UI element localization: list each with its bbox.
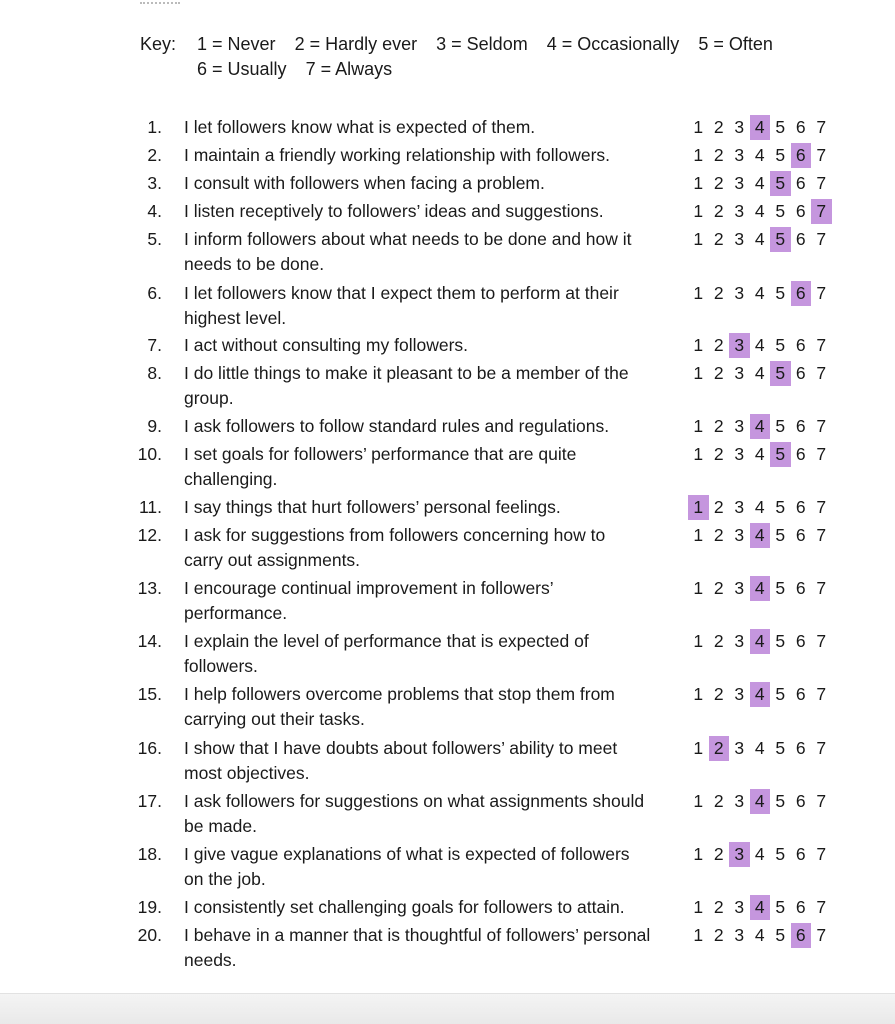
- rating-option-selected[interactable]: 4: [750, 629, 771, 654]
- rating-option[interactable]: 3: [734, 444, 745, 464]
- rating-option[interactable]: 4: [754, 201, 765, 221]
- item-number: 5.: [147, 229, 162, 249]
- rating-option[interactable]: 5: [775, 335, 786, 355]
- item-statement-line: I explain the level of performance that is expected of: [184, 631, 589, 651]
- item-statement: [184, 789, 670, 839]
- rating-option[interactable]: 2: [713, 578, 724, 598]
- rating-option[interactable]: 2: [713, 791, 724, 811]
- rating-option[interactable]: 3: [734, 791, 745, 811]
- rating-option[interactable]: 6: [795, 525, 806, 545]
- rating-option[interactable]: 6: [795, 844, 806, 864]
- rating-option-selected[interactable]: 4: [750, 576, 771, 601]
- rating-option-selected[interactable]: 7: [811, 199, 832, 224]
- rating-scale: [688, 736, 832, 761]
- item-statement-line: I let followers know that I expect them to perform at their: [184, 283, 619, 303]
- rating-option[interactable]: 5: [775, 791, 786, 811]
- item-statement-line: followers.: [184, 656, 258, 676]
- rating-option[interactable]: 6: [795, 117, 806, 137]
- key-row-2: [197, 57, 406, 82]
- rating-option-selected[interactable]: 4: [750, 895, 771, 920]
- rating-option[interactable]: 7: [816, 925, 827, 945]
- rating-option[interactable]: 2: [713, 363, 724, 383]
- rating-option[interactable]: 1: [693, 578, 704, 598]
- rating-option[interactable]: 1: [693, 897, 704, 917]
- rating-option[interactable]: 4: [754, 925, 765, 945]
- rating-option[interactable]: 1: [693, 925, 704, 945]
- rating-option[interactable]: 1: [693, 117, 704, 137]
- item-statement-line: I help followers overcome problems that stop them from: [184, 684, 615, 704]
- rating-scale: [688, 523, 832, 548]
- item-statement-line: I give vague explanations of what is expected of followers: [184, 844, 630, 864]
- item-statement-line: I consistently set challenging goals for followers to attain.: [184, 897, 625, 917]
- item-statement: [184, 414, 670, 439]
- rating-option[interactable]: 5: [775, 925, 786, 945]
- rating-option[interactable]: 2: [713, 631, 724, 651]
- item-statement-line: I ask followers to follow standard rules and regulations.: [184, 416, 610, 436]
- key-entry: 5 = Often: [698, 34, 773, 54]
- item-statement: [184, 523, 670, 573]
- key-entry: 3 = Seldom: [436, 34, 528, 54]
- item-statement-line: I maintain a friendly working relationship with followers.: [184, 145, 611, 165]
- rating-option[interactable]: 1: [693, 363, 704, 383]
- rating-option[interactable]: 6: [795, 416, 806, 436]
- rating-option[interactable]: 5: [775, 897, 786, 917]
- item-statement-line: carry out assignments.: [184, 550, 361, 570]
- rating-option[interactable]: 3: [734, 497, 745, 517]
- rating-option[interactable]: 2: [713, 416, 724, 436]
- rating-option[interactable]: 3: [734, 363, 745, 383]
- rating-scale: [688, 789, 832, 814]
- item-statement-line: I do little things to make it pleasant to be a member of the: [184, 363, 629, 383]
- rating-option[interactable]: 7: [816, 684, 827, 704]
- rating-scale: [688, 414, 832, 439]
- item-number: 1.: [147, 117, 162, 137]
- rating-option[interactable]: 7: [816, 578, 827, 598]
- item-number: 9.: [147, 416, 162, 436]
- rating-option[interactable]: 4: [754, 145, 765, 165]
- rating-option[interactable]: 3: [734, 229, 745, 249]
- rating-option[interactable]: 4: [754, 229, 765, 249]
- key-entry: 4 = Occasionally: [546, 34, 680, 54]
- rating-option[interactable]: 6: [795, 173, 806, 193]
- item-statement-line: most objectives.: [184, 763, 310, 783]
- item-statement-line: group.: [184, 388, 234, 408]
- rating-option[interactable]: 7: [816, 897, 827, 917]
- item-number: 18.: [137, 844, 162, 864]
- rating-scale: [688, 495, 832, 520]
- rating-option[interactable]: 7: [816, 173, 827, 193]
- rating-option[interactable]: 7: [816, 229, 827, 249]
- rating-option[interactable]: 7: [816, 416, 827, 436]
- rating-option[interactable]: 6: [795, 335, 806, 355]
- key-entry: 2 = Hardly ever: [294, 34, 418, 54]
- rating-scale: [688, 895, 832, 920]
- item-number: 20.: [137, 925, 162, 945]
- rating-option[interactable]: 1: [693, 283, 704, 303]
- rating-option[interactable]: 4: [754, 173, 765, 193]
- rating-option[interactable]: 4: [754, 444, 765, 464]
- rating-option-selected[interactable]: 2: [709, 736, 730, 761]
- rating-option[interactable]: 1: [693, 145, 704, 165]
- item-number: 10.: [137, 444, 162, 464]
- item-statement-line: I behave in a manner that is thoughtful of followers’ personal: [184, 925, 651, 945]
- item-statement: [184, 923, 670, 973]
- rating-option[interactable]: 7: [816, 791, 827, 811]
- rating-option[interactable]: 5: [775, 145, 786, 165]
- rating-option-selected[interactable]: 4: [750, 682, 771, 707]
- rating-scale: [688, 281, 832, 306]
- rating-option[interactable]: 2: [713, 525, 724, 545]
- rating-option[interactable]: 7: [816, 117, 827, 137]
- rating-option[interactable]: 5: [775, 283, 786, 303]
- rating-option[interactable]: 4: [754, 363, 765, 383]
- rating-scale: [688, 442, 832, 467]
- item-statement-line: be made.: [184, 816, 257, 836]
- item-statement: [184, 682, 670, 732]
- rating-option[interactable]: 1: [693, 791, 704, 811]
- rating-option[interactable]: 5: [775, 201, 786, 221]
- rating-scale: [688, 576, 832, 601]
- rating-option[interactable]: 5: [775, 844, 786, 864]
- item-statement-line: I ask followers for suggestions on what assignments should: [184, 791, 645, 811]
- rating-option[interactable]: 1: [693, 525, 704, 545]
- rating-scale: [688, 199, 832, 224]
- item-number: 6.: [147, 283, 162, 303]
- rating-option[interactable]: 3: [734, 117, 745, 137]
- rating-option[interactable]: 5: [775, 684, 786, 704]
- item-number: 12.: [137, 525, 162, 545]
- rating-option[interactable]: 2: [713, 335, 724, 355]
- key-row-1: [197, 32, 787, 57]
- item-statement-line: I set goals for followers’ performance that are quite: [184, 444, 577, 464]
- rating-option[interactable]: 6: [795, 497, 806, 517]
- rating-scale: [688, 629, 832, 654]
- rating-option[interactable]: 7: [816, 335, 827, 355]
- item-number: 7.: [147, 335, 162, 355]
- rating-option[interactable]: 3: [734, 416, 745, 436]
- rating-option[interactable]: 6: [795, 444, 806, 464]
- rating-option[interactable]: 2: [713, 684, 724, 704]
- item-statement-line: I consult with followers when facing a problem.: [184, 173, 545, 193]
- rating-option[interactable]: 2: [713, 201, 724, 221]
- rating-option-selected[interactable]: 3: [729, 333, 750, 358]
- rating-option[interactable]: 2: [713, 497, 724, 517]
- item-number: 16.: [137, 738, 162, 758]
- item-statement-line: on the job.: [184, 869, 266, 889]
- rating-scale: [688, 682, 832, 707]
- item-statement-line: I listen receptively to followers’ ideas and suggestions.: [184, 201, 604, 221]
- rating-option-selected[interactable]: 5: [770, 442, 791, 467]
- rating-option[interactable]: 4: [754, 844, 765, 864]
- rating-option[interactable]: 1: [693, 444, 704, 464]
- rating-option-selected[interactable]: 1: [688, 495, 709, 520]
- item-statement-line: I let followers know what is expected of them.: [184, 117, 536, 137]
- rating-option[interactable]: 6: [795, 791, 806, 811]
- rating-option[interactable]: 2: [713, 444, 724, 464]
- rating-option[interactable]: 5: [775, 497, 786, 517]
- rating-option[interactable]: 1: [693, 738, 704, 758]
- item-statement: [184, 199, 670, 224]
- item-statement: [184, 227, 670, 277]
- rating-option[interactable]: 6: [795, 201, 806, 221]
- rating-option[interactable]: 1: [693, 229, 704, 249]
- item-number: 14.: [137, 631, 162, 651]
- rating-option[interactable]: 7: [816, 444, 827, 464]
- cropped-heading-remnant: [140, 0, 180, 4]
- rating-option[interactable]: 5: [775, 117, 786, 137]
- rating-option[interactable]: 4: [754, 497, 765, 517]
- rating-option[interactable]: 3: [734, 738, 745, 758]
- item-statement: [184, 895, 670, 920]
- item-number: 3.: [147, 173, 162, 193]
- rating-option[interactable]: 5: [775, 416, 786, 436]
- rating-option-selected[interactable]: 5: [770, 227, 791, 252]
- rating-scale: [688, 923, 832, 948]
- rating-option-selected[interactable]: 6: [791, 923, 812, 948]
- item-statement: [184, 171, 670, 196]
- rating-option-selected[interactable]: 4: [750, 115, 771, 140]
- rating-scale: [688, 115, 832, 140]
- item-statement: [184, 736, 670, 786]
- rating-option[interactable]: 2: [713, 229, 724, 249]
- item-statement-line: performance.: [184, 603, 288, 623]
- rating-option[interactable]: 1: [693, 335, 704, 355]
- rating-option[interactable]: 3: [734, 897, 745, 917]
- item-number: 17.: [137, 791, 162, 811]
- item-statement: [184, 361, 670, 411]
- item-number: 4.: [147, 201, 162, 221]
- item-statement: [184, 495, 670, 520]
- rating-option[interactable]: 4: [754, 283, 765, 303]
- bottom-scroll-edge: [0, 993, 895, 1024]
- item-statement: [184, 629, 670, 679]
- item-statement-line: challenging.: [184, 469, 278, 489]
- rating-option[interactable]: 3: [734, 145, 745, 165]
- rating-scale: [688, 171, 832, 196]
- rating-option-selected[interactable]: 4: [750, 414, 771, 439]
- rating-option[interactable]: 7: [816, 631, 827, 651]
- rating-option[interactable]: 6: [795, 229, 806, 249]
- rating-option[interactable]: 2: [713, 117, 724, 137]
- rating-option[interactable]: 3: [734, 925, 745, 945]
- item-number: 19.: [137, 897, 162, 917]
- item-statement: [184, 143, 670, 168]
- item-statement-line: I encourage continual improvement in followers’: [184, 578, 554, 598]
- rating-option[interactable]: 6: [795, 631, 806, 651]
- item-statement-line: I show that I have doubts about followers’ ability to meet: [184, 738, 618, 758]
- rating-option[interactable]: 1: [693, 416, 704, 436]
- rating-option[interactable]: 6: [795, 897, 806, 917]
- rating-option-selected[interactable]: 5: [770, 171, 791, 196]
- item-statement: [184, 576, 670, 626]
- key-entry: 6 = Usually: [197, 59, 287, 79]
- rating-option[interactable]: 3: [734, 201, 745, 221]
- item-statement-line: I ask for suggestions from followers concerning how to: [184, 525, 606, 545]
- item-number: 11.: [138, 497, 162, 517]
- rating-option[interactable]: 3: [734, 684, 745, 704]
- rating-option[interactable]: 5: [775, 631, 786, 651]
- rating-option-selected[interactable]: 6: [791, 143, 812, 168]
- rating-option[interactable]: 7: [816, 283, 827, 303]
- rating-option[interactable]: 4: [754, 738, 765, 758]
- rating-option[interactable]: 5: [775, 738, 786, 758]
- rating-option[interactable]: 2: [713, 844, 724, 864]
- item-statement-line: needs.: [184, 950, 237, 970]
- rating-option-selected[interactable]: 4: [750, 789, 771, 814]
- rating-option[interactable]: 7: [816, 525, 827, 545]
- key-label: Key:: [140, 34, 177, 54]
- rating-option[interactable]: 7: [816, 497, 827, 517]
- rating-option[interactable]: 7: [816, 844, 827, 864]
- rating-scale: [688, 842, 832, 867]
- rating-option-selected[interactable]: 3: [729, 842, 750, 867]
- item-statement-line: I say things that hurt followers’ personal feelings.: [184, 497, 561, 517]
- item-number: 8.: [147, 363, 162, 383]
- rating-option[interactable]: 2: [713, 925, 724, 945]
- rating-option[interactable]: 1: [693, 684, 704, 704]
- rating-option[interactable]: 6: [795, 684, 806, 704]
- item-statement-line: I act without consulting my followers.: [184, 335, 469, 355]
- rating-scale: [688, 361, 832, 386]
- item-number: 13.: [137, 578, 162, 598]
- item-statement: [184, 281, 670, 331]
- item-statement: [184, 115, 670, 140]
- key-entry: 1 = Never: [197, 34, 276, 54]
- rating-option[interactable]: 7: [816, 145, 827, 165]
- rating-option-selected[interactable]: 5: [770, 361, 791, 386]
- rating-option[interactable]: 1: [693, 201, 704, 221]
- rating-option[interactable]: 7: [816, 738, 827, 758]
- rating-option[interactable]: 3: [734, 173, 745, 193]
- rating-option[interactable]: 1: [693, 844, 704, 864]
- rating-option[interactable]: 3: [734, 283, 745, 303]
- rating-option[interactable]: 6: [795, 578, 806, 598]
- item-statement-line: needs to be done.: [184, 254, 325, 274]
- item-statement-line: I inform followers about what needs to be done and how it: [184, 229, 632, 249]
- item-number: 15.: [137, 684, 162, 704]
- rating-option[interactable]: 3: [734, 525, 745, 545]
- rating-option[interactable]: 2: [713, 145, 724, 165]
- rating-option[interactable]: 3: [734, 578, 745, 598]
- rating-scale: [688, 227, 832, 252]
- rating-option[interactable]: 5: [775, 525, 786, 545]
- rating-option[interactable]: 7: [816, 363, 827, 383]
- rating-option[interactable]: 2: [713, 283, 724, 303]
- rating-scale: [688, 333, 832, 358]
- rating-option[interactable]: 5: [775, 578, 786, 598]
- rating-option[interactable]: 6: [795, 738, 806, 758]
- rating-option[interactable]: 1: [693, 631, 704, 651]
- item-statement: [184, 842, 670, 892]
- rating-scale: [688, 143, 832, 168]
- rating-option[interactable]: 2: [713, 897, 724, 917]
- item-statement: [184, 442, 670, 492]
- item-statement-line: highest level.: [184, 308, 287, 328]
- key-entry: 7 = Always: [305, 59, 393, 79]
- item-number: 2.: [147, 145, 162, 165]
- rating-option[interactable]: 1: [693, 173, 704, 193]
- rating-option[interactable]: 3: [734, 631, 745, 651]
- item-statement: [184, 333, 670, 358]
- rating-option[interactable]: 4: [754, 335, 765, 355]
- item-statement-line: carrying out their tasks.: [184, 709, 365, 729]
- rating-option-selected[interactable]: 4: [750, 523, 771, 548]
- rating-option[interactable]: 6: [795, 363, 806, 383]
- rating-option-selected[interactable]: 6: [791, 281, 812, 306]
- rating-option[interactable]: 2: [713, 173, 724, 193]
